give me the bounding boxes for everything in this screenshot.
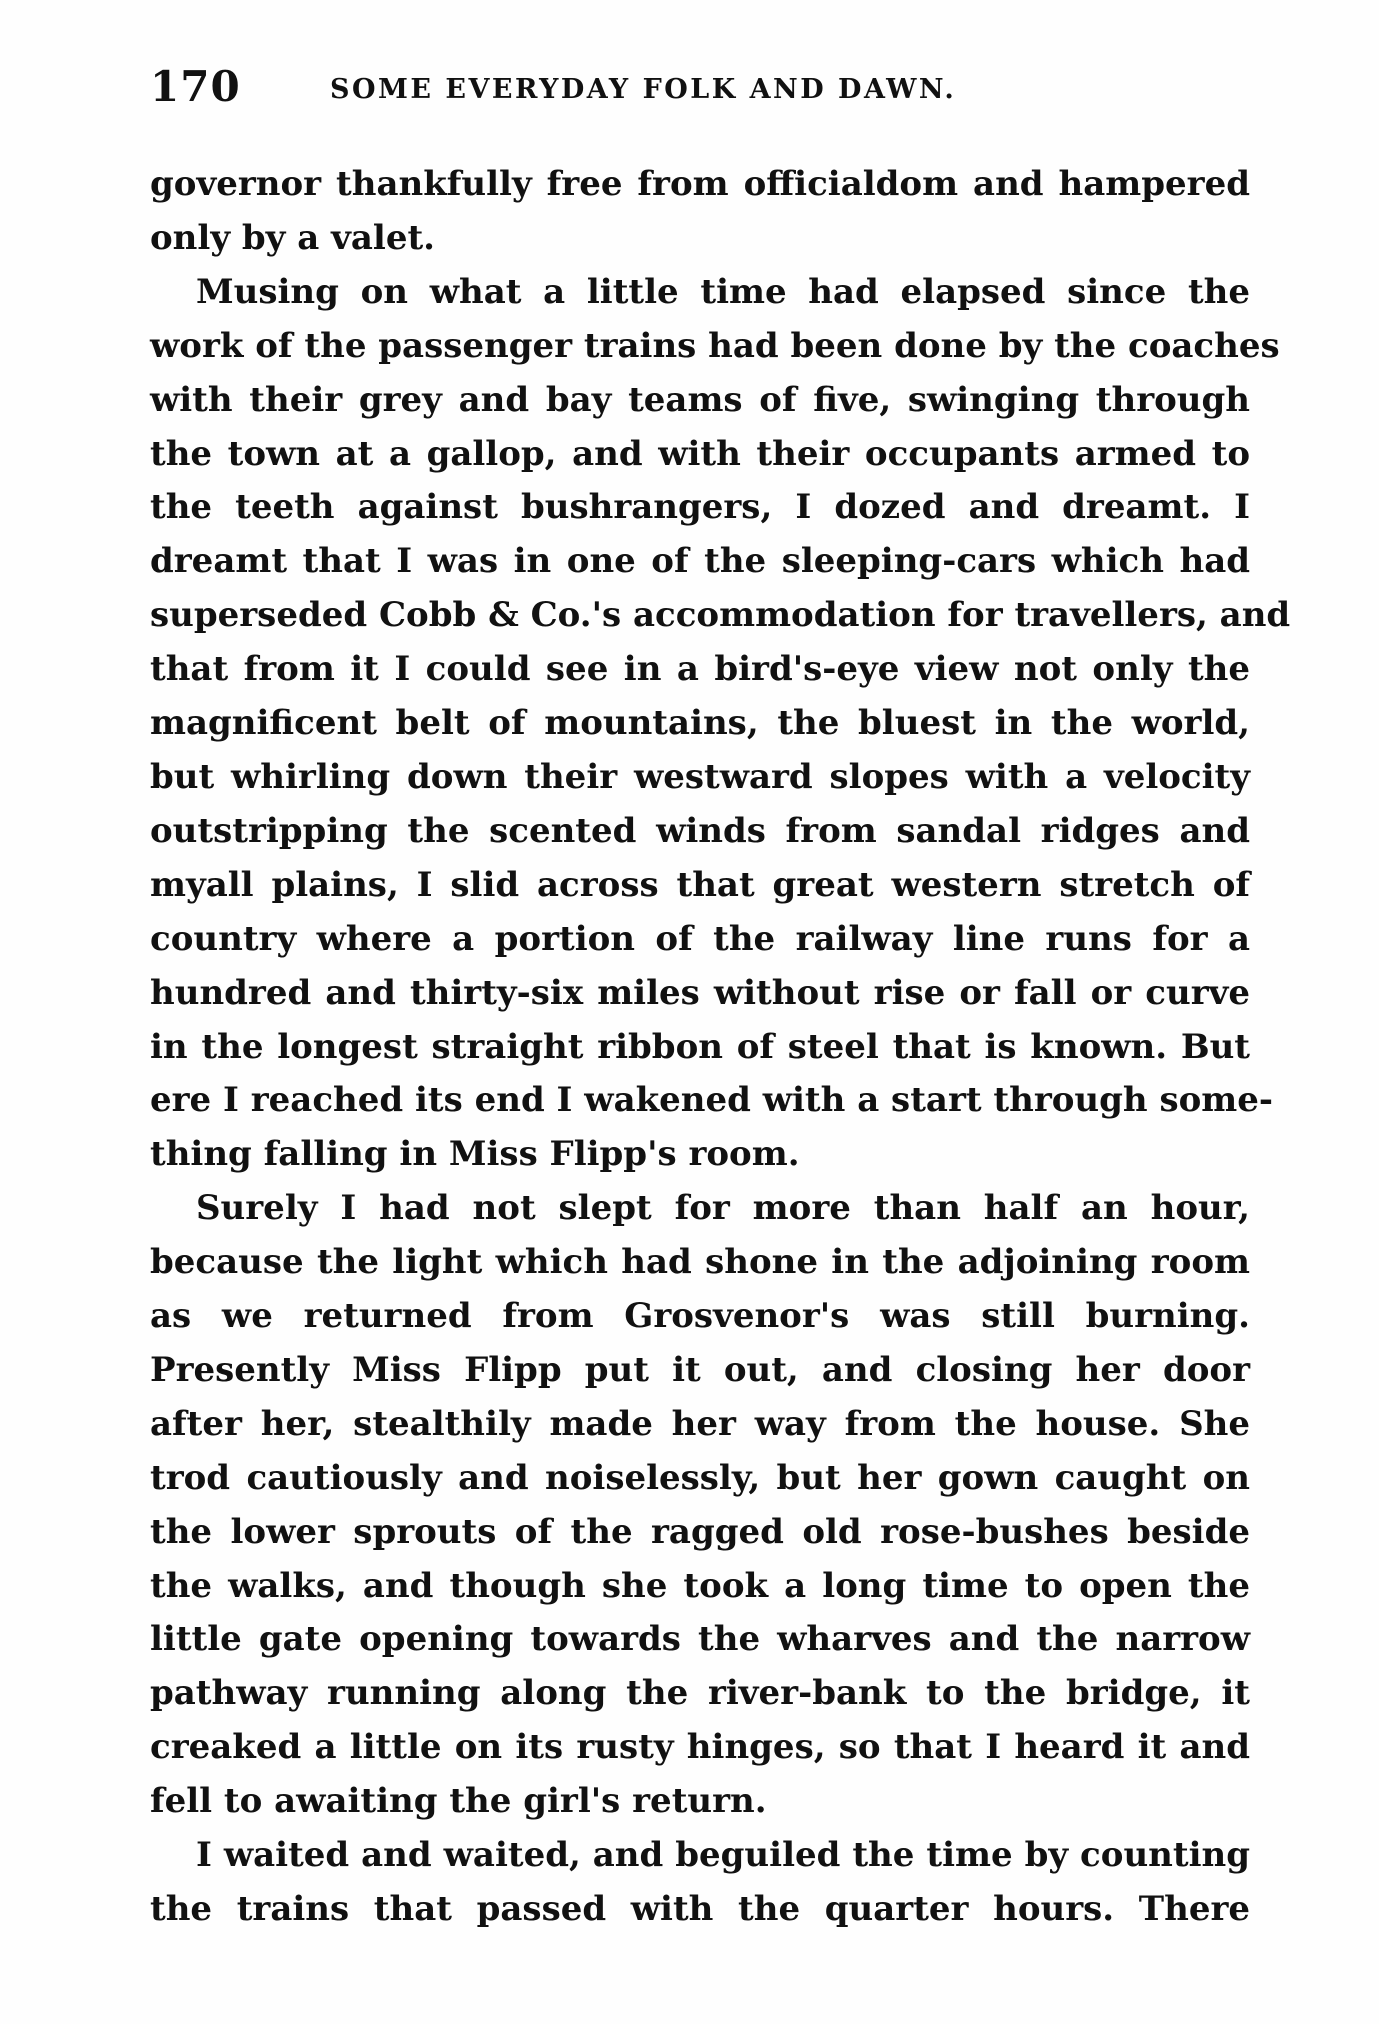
text-line: in the longest straight ribbon of steel that is known. But <box>150 1026 1250 1067</box>
text-line: after her, stealthily made her way from the house. She <box>150 1403 1250 1444</box>
text-line: hundred and thirty-six miles without rise or fall or curve <box>150 972 1250 1013</box>
text-line: work of the passenger trains had been done by the coaches <box>150 325 1280 366</box>
paragraph <box>150 1829 1250 1937</box>
text-line: thing falling in Miss Flipp's room. <box>150 1134 800 1175</box>
text-line: governor thankfully free from officialdom and hampered <box>150 164 1250 204</box>
paragraph <box>150 266 1291 1182</box>
text-line: magnificent belt of mountains, the bluest in the world, <box>150 703 1250 744</box>
text-line: dreamt that I was in one of the sleeping-cars which had <box>150 541 1250 582</box>
text-line: little gate opening towards the wharves and the narrow <box>150 1619 1250 1660</box>
text-line: fell to awaiting the girl's return. <box>150 1781 767 1822</box>
text-line: the walks, and though she took a long time to open the <box>150 1565 1250 1606</box>
text-line: only by a valet. <box>150 217 436 258</box>
body-text <box>150 158 1291 1937</box>
text-line: with their grey and bay teams of five, swinging through <box>150 379 1250 420</box>
text-line: as we returned from Grosvenor's was still burning. <box>150 1296 1250 1337</box>
text-line: that from it I could see in a bird's-eye view not only the <box>150 649 1250 690</box>
text-line: Surely I had not slept for more than half an hour, <box>196 1188 1250 1229</box>
text-line: myall plains, I slid across that great western stretch of <box>150 864 1250 905</box>
text-line: trod cautiously and noiselessly, but her gown caught on <box>150 1457 1250 1498</box>
text-line: the teeth against bushrangers, I dozed and dreamt. I <box>150 487 1250 528</box>
page-number: 170 <box>150 62 241 111</box>
text-line: superseded Cobb & Co.'s accommodation for travellers, and <box>150 595 1291 636</box>
text-line: creaked a little on its rusty hinges, so that I heard it and <box>150 1727 1250 1768</box>
text-line: but whirling down their westward slopes with a velocity <box>150 756 1250 797</box>
text-line: Musing on what a little time had elapsed since the <box>196 271 1250 312</box>
text-line: the trains that passed with the quarter hours. There <box>150 1889 1250 1929</box>
paragraph-continued <box>150 158 1250 266</box>
text-line: pathway running along the river-bank to the bridge, it <box>150 1673 1250 1714</box>
text-line: outstripping the scented winds from sandal ridges and <box>150 810 1250 851</box>
text-line: ere I reached its end I wakened with a start through some- <box>150 1080 1273 1121</box>
paragraph <box>150 1182 1250 1829</box>
text-line: Presently Miss Flipp put it out, and closing her door <box>150 1349 1250 1390</box>
running-head <box>150 62 1250 122</box>
text-line: I waited and waited, and beguiled the time by counting <box>196 1835 1250 1876</box>
text-line: because the light which had shone in the adjoining room <box>150 1242 1250 1283</box>
text-line: the town at a gallop, and with their occupants armed to <box>150 433 1250 474</box>
book-title: SOME EVERYDAY FOLK AND DAWN. <box>330 74 957 105</box>
text-line: the lower sprouts of the ragged old rose-bushes beside <box>150 1511 1250 1552</box>
text-line: country where a portion of the railway line runs for a <box>150 918 1250 959</box>
